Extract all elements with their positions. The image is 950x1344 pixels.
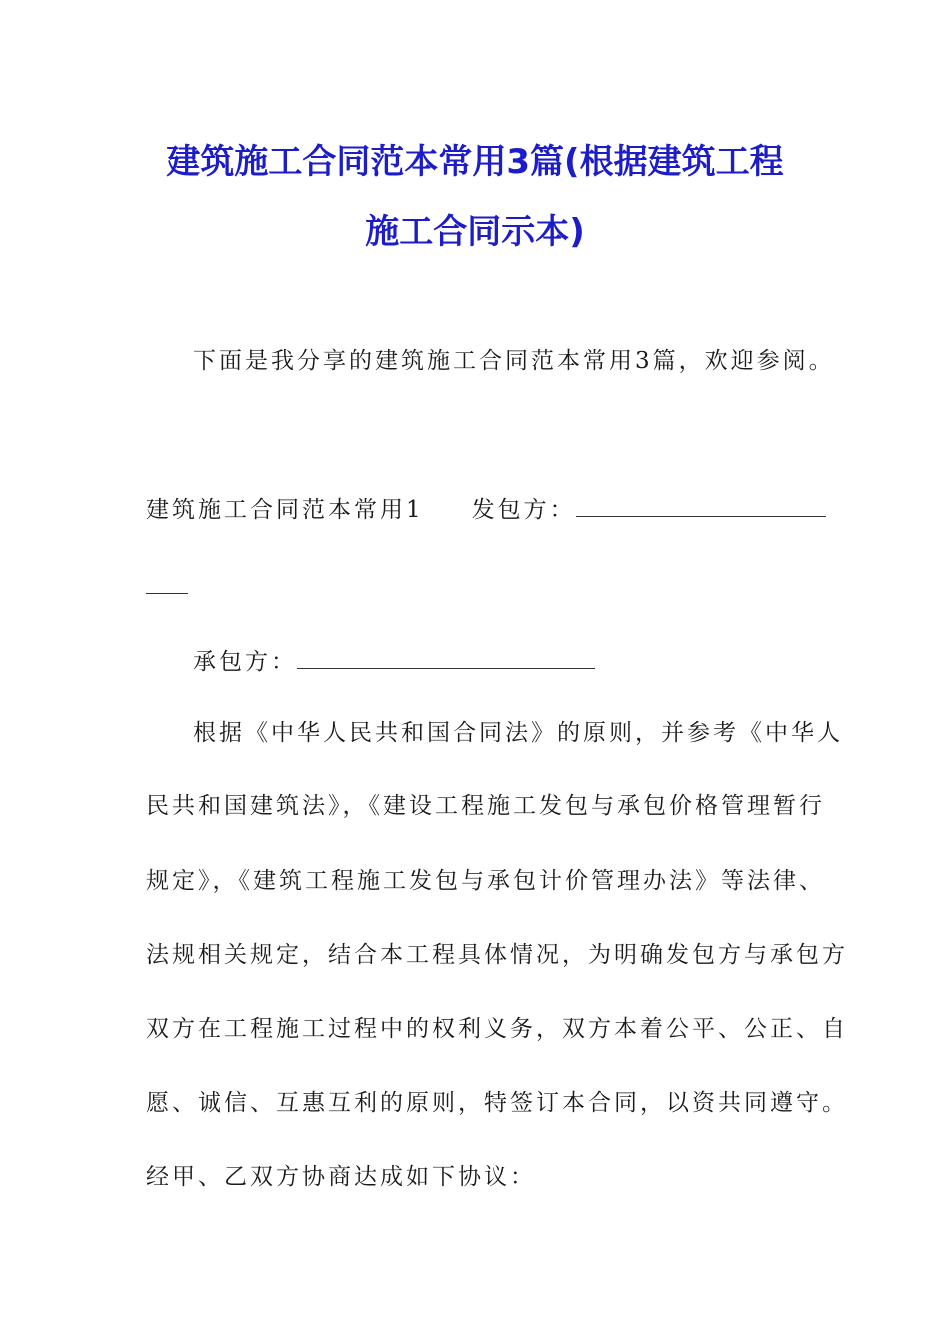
intro-paragraph: 下面是我分享的建筑施工合同范本常用3篇，欢迎参阅。	[193, 348, 835, 374]
document-title-line-2: 施工合同示本)	[365, 212, 585, 252]
contractor-row	[193, 646, 595, 677]
body-line-3: 规定》，《建筑工程施工发包与承包计价管理办法》等法律、	[146, 868, 825, 894]
body-line-2: 民共和国建筑法》，《建设工程施工发包与承包价格管理暂行	[146, 793, 825, 819]
body-line-6: 愿、诚信、互惠互利的原则，特签订本合同，以资共同遵守。	[146, 1090, 848, 1116]
employer-label: 发包方：	[471, 497, 576, 523]
section-heading-row	[146, 494, 826, 525]
section-heading: 建筑施工合同范本常用1	[146, 497, 424, 523]
body-line-7: 经甲、乙双方协商达成如下协议：	[146, 1164, 536, 1190]
contractor-blank	[297, 646, 595, 669]
document-title-line-1: 建筑施工合同范本常用3篇(根据建筑工程	[166, 142, 784, 182]
body-line-1: 根据《中华人民共和国合同法》的原则，并参考《中华人	[193, 720, 843, 746]
contractor-label: 承包方：	[193, 649, 297, 675]
employer-blank	[576, 494, 826, 517]
employer-blank-continuation	[146, 593, 188, 594]
body-line-4: 法规相关规定，结合本工程具体情况，为明确发包方与承包方	[146, 942, 848, 968]
body-line-5: 双方在工程施工过程中的权利义务，双方本着公平、公正、自	[146, 1016, 848, 1042]
